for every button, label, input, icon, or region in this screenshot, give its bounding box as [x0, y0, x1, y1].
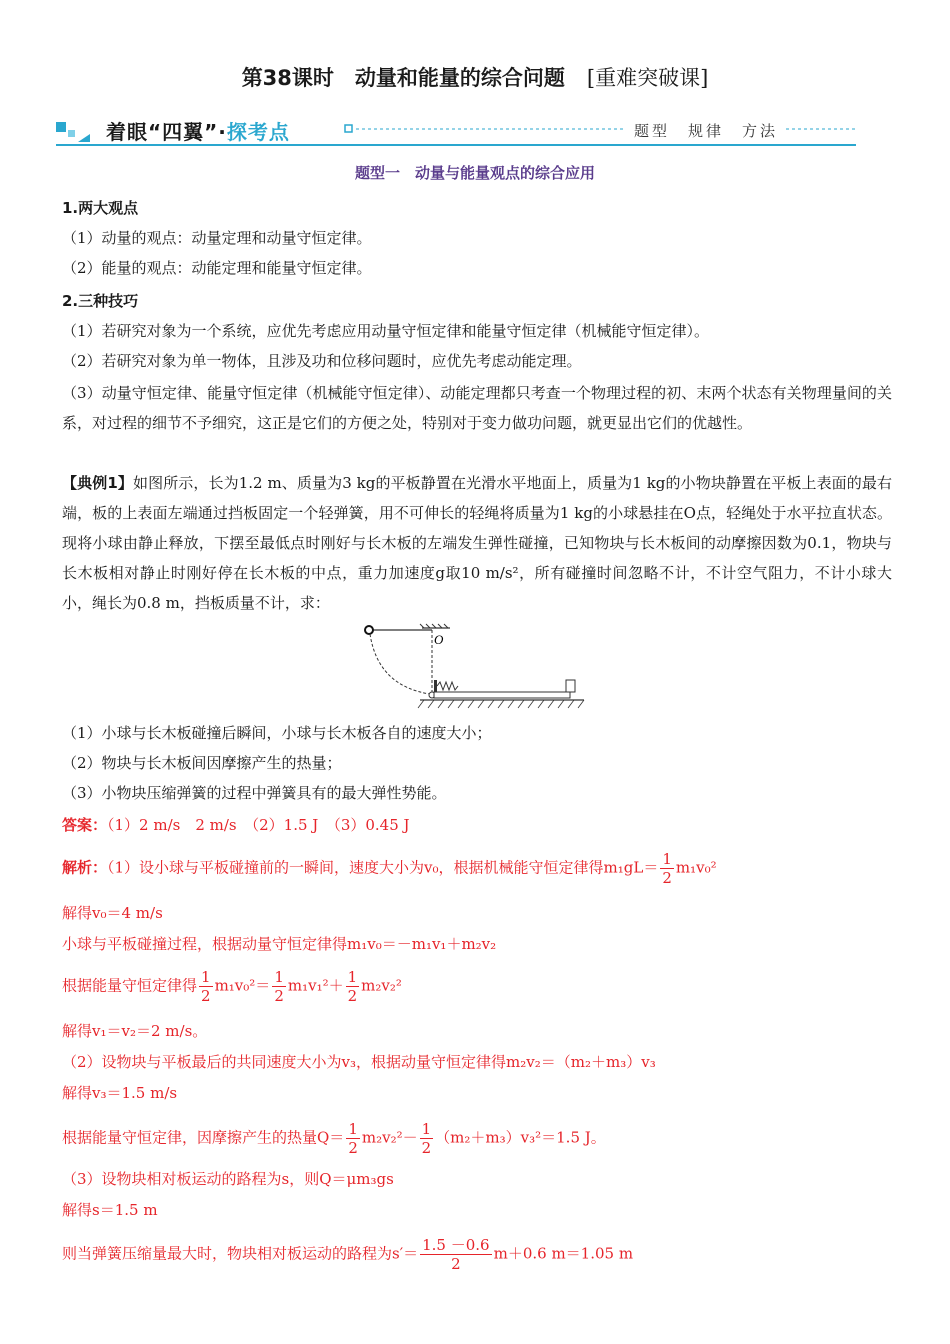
question-item: （1）小球与长木板碰撞后瞬间，小球与长木板各自的速度大小； [62, 724, 492, 742]
example-label: 【典例1】 [62, 474, 133, 492]
solution-label: 解析： [62, 858, 108, 877]
solution-line: （3）设物块相对板运动的路程为s，则Q＝μm₃gs [62, 1170, 394, 1188]
solution-line: （2）设物块与平板最后的共同速度大小为v₃，根据动量守恒定律得m₂v₂＝（m₂＋m₃）v₃ [62, 1053, 656, 1071]
figure-label-o: O [434, 632, 444, 647]
solution-line: 解析：（1）设小球与平板碰撞前的一瞬间，速度大小为v₀，根据机械能守恒定律得m₁gL＝ $\frac{1}{2}$ m₁v₀² [62, 850, 717, 887]
solution-line: 解得s＝1.5 m [62, 1201, 158, 1219]
solution-line: 解得v₃＝1.5 m/s [62, 1084, 178, 1102]
heading-two-views: 1.两大观点 [62, 199, 139, 217]
title-text: 第38课时 动量和能量的综合问题 [241, 66, 565, 90]
banner-subtitle: 题型 规律 方法 [633, 122, 778, 140]
fraction: $\frac{1}{2}$ [274, 968, 284, 1005]
list-item: （2）若研究对象为单一物体，且涉及功和位移问题时，应优先考虑动能定理。 [62, 352, 582, 370]
fraction: $\frac{1}{2}$ [201, 968, 211, 1005]
list-item: （1）若研究对象为一个系统，应优先考虑应用动量守恒定律和能量守恒定律（机械能守恒定律）。 [62, 322, 710, 340]
fraction: $\frac{1}{2}$ [421, 1120, 432, 1157]
example-problem [62, 468, 892, 618]
pendulum-board-figure [360, 622, 590, 710]
list-item: （1）动量的观点：动量定理和动量守恒定律。 [62, 229, 372, 247]
example-text: 如图所示，长为1.2 m、质量为3 kg的平板静置在光滑水平地面上，质量为1 kg的小物块静置在平板上表面的最右端，板的上表面左端通过挡板固定一个轻弹簧，用不可伸长的轻绳将质量为1 kg的小球悬挂在O点，轻绳处于水平拉直状态。现将小球由静止释放，下摆至最低点时刚好与长木板的左端发生弹性碰撞，已知物块与长木板间的动摩擦因数为0.1，物块与长木板相对静止时刚好停在长木板的中点，重力加速度g取10 m/s²，所有碰撞时间忽略不计，不计空气阻力，不计小球大小，绳长为0.8 m，挡板质量不计，求： [62, 474, 893, 612]
fraction: $\frac{1}{2}$ [347, 968, 358, 1005]
answer-text: （1）2 m/s 2 m/s （2）1.5 J （3）0.45 J [107, 816, 410, 834]
fraction: $\frac{1}{2}$ [662, 850, 672, 887]
solution-line: 小球与平板碰撞过程，根据动量守恒定律得m₁v₀＝－m₁v₁＋m₂v₂ [62, 935, 497, 953]
question-item: （3）小物块压缩弹簧的过程中弹簧具有的最大弹性势能。 [62, 784, 447, 802]
solution-line: 根据能量守恒定律得 $\frac{1}{2}$ m₁v₀²＝ $\frac{1}{2}$ m₁v₁²＋ $\frac{1}{2}$ m₂v₂² [62, 968, 402, 1005]
list-item: （2）能量的观点：动能定理和能量守恒定律。 [62, 259, 372, 277]
section-banner [56, 116, 856, 150]
solution-line: 则当弹簧压缩量最大时，物块相对板运动的路程为s′＝ $\frac{1.5 -0.6}{2}$ m＋0.6 m＝1.05 m [62, 1236, 634, 1273]
page-title [0, 62, 950, 92]
fraction: $\frac{1.5 -0.6}{2}$ [422, 1236, 490, 1273]
solution-line: 根据能量守恒定律，因摩擦产生的热量Q＝ $\frac{1}{2}$ m₂v₂²－ $\frac{1}{2}$ （m₂＋m₃）v₃²＝1.5 J。 [62, 1120, 606, 1157]
title-tag: [重难突破课] [586, 66, 709, 90]
solution-line: 解得v₁＝v₂＝2 m/s。 [62, 1022, 208, 1040]
fraction: $\frac{1}{2}$ [348, 1120, 358, 1157]
banner-title: 着眼“四翼”·探考点 [106, 120, 290, 144]
section-subtitle: 题型一 动量与能量观点的综合应用 [354, 164, 595, 182]
solution-line: 解得v₀＝4 m/s [62, 904, 163, 922]
answer-label: 答案： [62, 816, 108, 834]
answer-line [62, 810, 892, 840]
question-item: （2）物块与长木板间因摩擦产生的热量； [62, 754, 342, 772]
list-item: （3）动量守恒定律、能量守恒定律（机械能守恒定律）、动能定理都只考查一个物理过程的初、末两个状态有关物理量间的关系，对过程的细节不予细究，这正是它们的方便之处，特别对于变力做功问题，就更显出它们的优越性。 [62, 384, 892, 432]
heading-three-skills: 2.三种技巧 [62, 292, 139, 310]
